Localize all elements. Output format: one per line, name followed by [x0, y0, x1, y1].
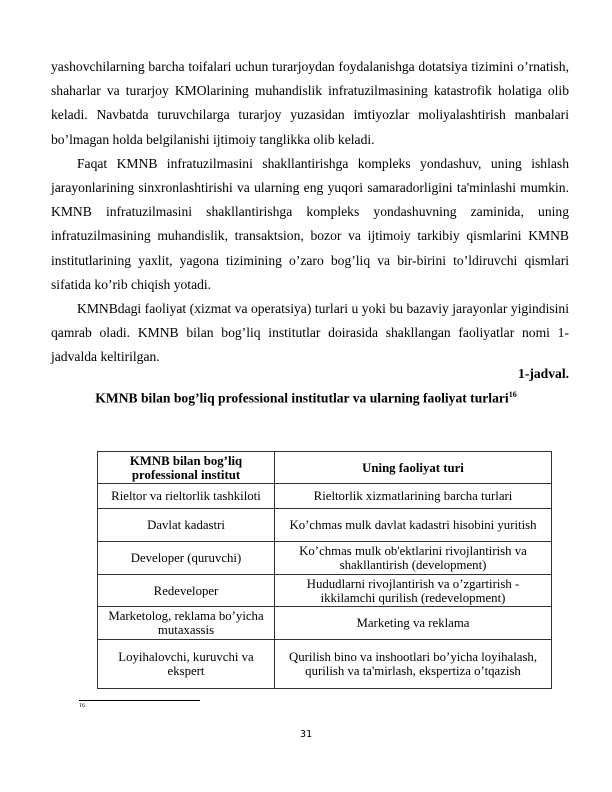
table-row	[98, 542, 552, 575]
header-activity: Uning faoliyat turi	[275, 452, 552, 484]
footnote-divider	[79, 700, 200, 701]
paragraph-2: Faqat KMNB infratuzilmasini shakllantirishga kompleks yondashuv, uning ishlash jarayonlarining sinxronlashtirishi va ularning eng yuqori samaradorligini ta'minlashi mumkin. KMNB infratuzilmasini shakllantirishga kompleks yondashuvning zaminida, uning infratuzilmasining muhandislik, transaktsion, bozor va ijtimoiy tarkibiy qismlarini KMNB institutlarining yaxlit, yagona tizimining o’zaro bog’liq va bir-birini to’ldiruvchi qismlari sifatida ko’rib chiqish yotadi.	[51, 155, 569, 292]
institute-cell: Redeveloper	[98, 575, 275, 607]
activity-cell: Qurilish bino va inshootlari bo’yicha loyihalash, qurilish va ta'mirlash, ekspertiza o’tqazish	[275, 640, 552, 689]
institutions-table	[97, 451, 552, 689]
activity-cell: Rieltorlik xizmatlarining barcha turlari	[275, 484, 552, 509]
activity-cell: Ko’chmas mulk davlat kadastri hisobini yuritish	[275, 509, 552, 542]
institute-cell: Davlat kadastri	[98, 509, 275, 542]
institute-cell: Marketolog, reklama bo’yicha mutaxassis	[98, 607, 275, 640]
body-text	[51, 55, 569, 370]
activity-cell: Ko’chmas mulk ob'ektlarini rivojlantirish va shakllantirish (development)	[275, 542, 552, 575]
header-institute: KMNB bilan bog’liq professional institut	[98, 452, 275, 484]
table-row	[98, 575, 552, 607]
institute-cell: Developer (quruvchi)	[98, 542, 275, 575]
table-title	[0, 390, 612, 407]
activity-cell: Marketing va reklama	[275, 607, 552, 640]
table-row	[98, 607, 552, 640]
footnote-number: 16	[79, 703, 85, 709]
institute-cell: Loyihalovchi, kuruvchi va ekspert	[98, 640, 275, 689]
institute-cell: Rieltor va rieltorlik tashkiloti	[98, 484, 275, 509]
table-row	[98, 640, 552, 689]
footnote-ref: 16	[508, 390, 517, 399]
activity-cell: Hududlarni rivojlantirish va o’zgartirish - ikkilamchi qurilish (redevelopment)	[275, 575, 552, 607]
table-row	[98, 484, 552, 509]
paragraph-1: yashovchilarning barcha toifalari uchun turarjoydan foydalanishga dotatsiya tizimini o’rnatish, shaharlar va turarjoy KMOlarining muhandislik infratuzilmasining katastrofik holatiga olib keladi. Navbatda turuvchilarga turarjoy yuzasidan imtiyozlar moliyalashtirish manbalari bo’lmagan holda belgilanishi ijtimoiy tanglikka olib keladi.	[51, 59, 569, 147]
paragraph-3: KMNBdagi faoliyat (xizmat va operatsiya) turlari u yoki bu bazaviy jarayonlar yigindisini qamrab oladi. KMNB bilan bog’liq institutlar doirasida shakllangan faoliyatlar nomi 1-jadvalda keltirilgan.	[51, 301, 569, 365]
page-number: 31	[299, 729, 313, 740]
table-number: 1-jadval.	[518, 366, 569, 381]
table-row	[98, 509, 552, 542]
table-title-text: KMNB bilan bog’liq professional institutlar va ularning faoliyat turlari	[95, 390, 509, 406]
